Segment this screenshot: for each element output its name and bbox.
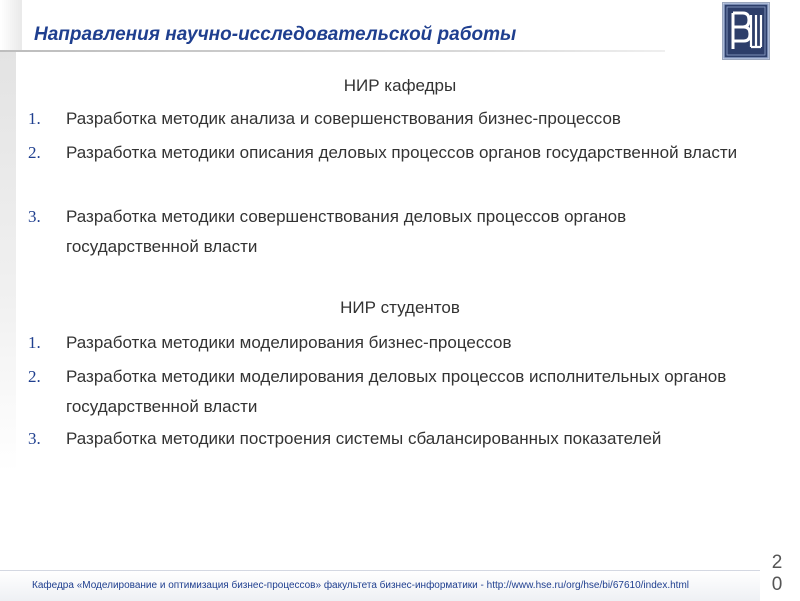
list-item-number: 2. [28,367,41,386]
list-item-number: 3. [28,207,41,226]
left-decorative-band [0,52,16,472]
list-item-number: 1. [28,333,41,352]
slide-title: Направления научно-исследовательской работы [34,24,517,45]
list-item-number: 3. [28,429,41,448]
top-decoration [0,0,22,50]
title-divider [0,50,665,52]
list-item-text: Разработка методики совершенствования деловых процессов органов государственной власти [66,207,627,256]
list-item [28,202,748,262]
list-item-number: 1. [28,109,41,128]
list-item-text: Разработка методики моделирования деловых процессов исполнительных органов государственной власти [66,367,727,416]
section-heading-students: НИР студентов [340,298,460,317]
list-item-text: Разработка методики описания деловых процессов органов государственной власти [66,143,738,162]
hse-logo [722,2,770,60]
section-heading-department: НИР кафедры [343,76,457,95]
list-item-number: 2. [28,143,41,162]
footer-text: Кафедра «Моделирование и оптимизация бизнес-процессов» факультета бизнес-информатики - http://www.hse.ru/org/hse/bi/67610/index.html [32,580,689,591]
list-item-text: Разработка методики моделирования бизнес-процессов [66,333,512,352]
list-item [28,424,748,454]
list-item-text: Разработка методики построения системы сбалансированных показателей [66,429,662,448]
list-item [28,138,748,168]
list-item [28,104,748,134]
list-item-text: Разработка методик анализа и совершенствования бизнес-процессов [66,109,621,128]
page-number: 20 [771,552,783,595]
list-item [28,362,748,422]
hse-logo-icon [723,3,769,59]
list-item [28,328,748,358]
